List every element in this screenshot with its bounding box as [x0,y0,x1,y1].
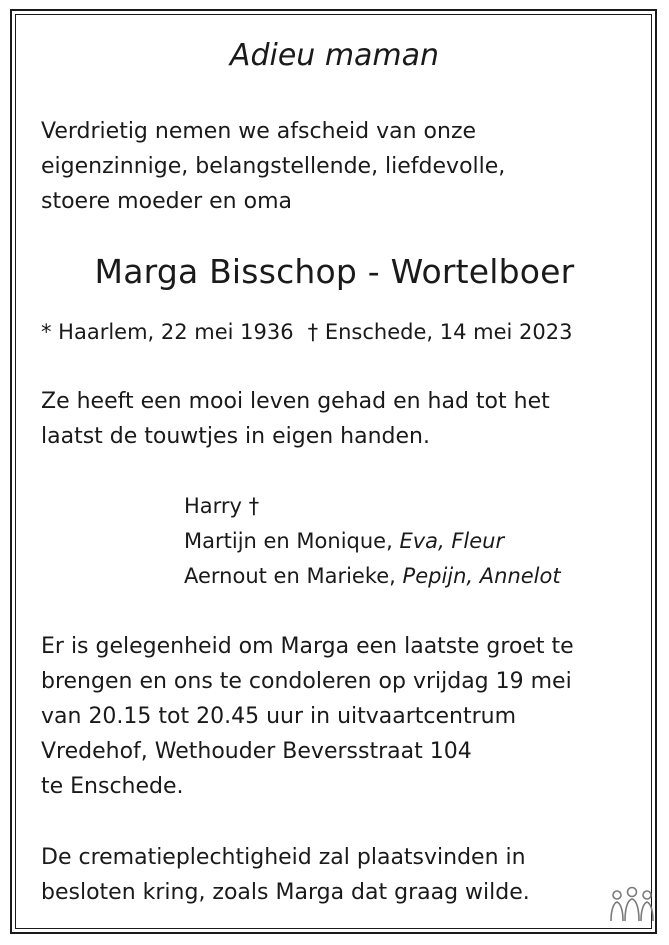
life-dates [41,316,572,348]
family-grandchildren: Pepijn, Annelot [402,564,561,588]
family-grandchildren: Eva, Fleur [399,529,505,553]
cremation-line: besloten kring, zoals Marga dat graag wilde. [41,880,530,905]
condolence-paragraph [41,629,574,804]
family-line-partner: Harry † [184,494,260,518]
intro-line: eigenzinnige, belangstellende, liefdevolle, [41,154,506,179]
condolence-line: Er is gelegenheid om Marga een laatste groet te [41,634,574,659]
family-adults: Martijn en Monique, [184,529,400,553]
intro-paragraph [41,114,505,219]
deceased-name: Marga Bisschop - Wortelboer [94,252,575,291]
condolence-line: Vredehof, Wethouder Beversstraat 104 [41,739,472,764]
family-adults: Aernout en Marieke, [184,564,403,588]
life-line: Ze heeft een mooi leven gehad en had tot het [41,389,550,414]
cremation-paragraph [41,840,530,910]
heading: Adieu maman [229,38,440,73]
death-date: † Enschede, 14 mei 2023 [307,320,573,344]
condolence-line: van 20.15 tot 20.45 uur in uitvaartcentrum [41,704,517,729]
intro-line: stoere moeder en oma [41,189,292,214]
family-figures-icon [608,885,656,925]
family-list [184,489,561,594]
life-paragraph [41,384,550,454]
cremation-line: De crematieplechtigheid zal plaatsvinden in [41,845,526,870]
intro-line: Verdrietig nemen we afscheid van onze [41,119,477,144]
condolence-line: te Enschede. [41,774,184,799]
birth-date: * Haarlem, 22 mei 1936 [41,320,294,344]
condolence-line: brengen en ons te condoleren op vrijdag 19 mei [41,669,572,694]
family-line-child-1 [184,524,561,559]
life-line: laatst de touwtjes in eigen handen. [41,424,430,449]
family-line-child-2 [184,559,561,594]
